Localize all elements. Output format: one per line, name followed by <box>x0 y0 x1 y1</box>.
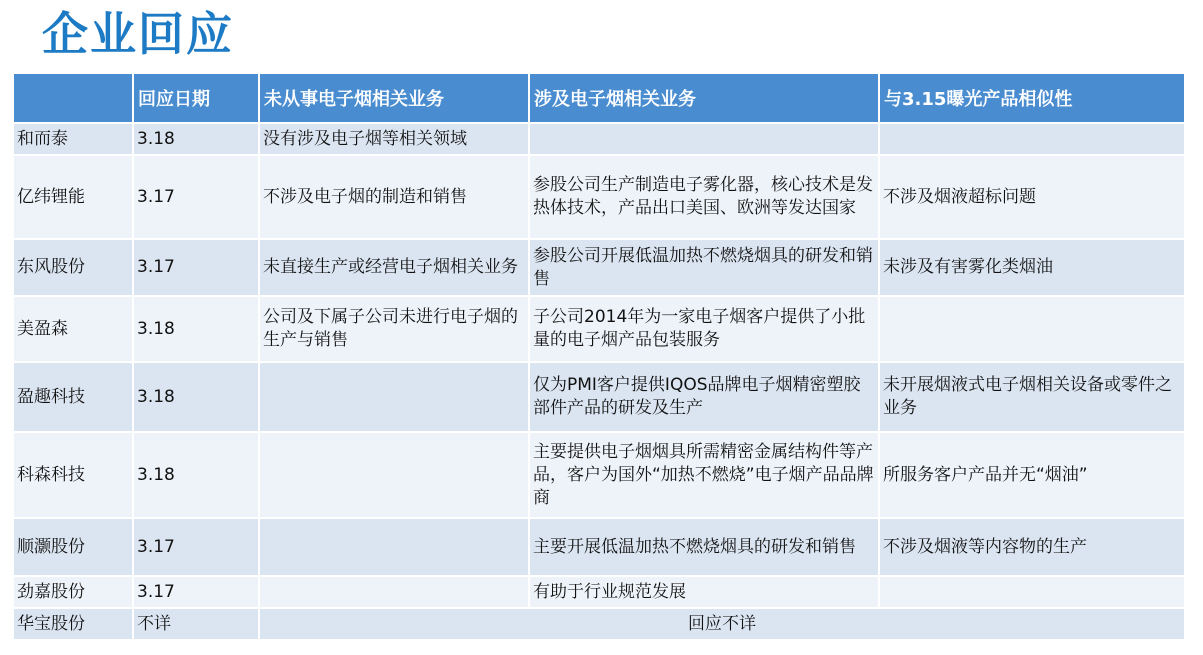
page-title: 企业回应 <box>42 7 234 61</box>
table-row <box>13 123 1185 155</box>
header-not-involved: 未从事电子烟相关业务 <box>259 73 529 123</box>
involved-cell: 参股公司开展低温加热不燃烧烟具的研发和销售 <box>529 239 879 296</box>
not-involved-cell <box>259 362 529 432</box>
header-company <box>13 73 133 123</box>
date-cell: 不详 <box>133 608 259 640</box>
involved-cell: 子公司2014年为一家电子烟客户提供了小批量的电子烟产品包装服务 <box>529 296 879 362</box>
similarity-cell <box>879 576 1185 608</box>
not-involved-cell <box>259 576 529 608</box>
table-header-row <box>13 73 1185 123</box>
date-cell: 3.17 <box>133 576 259 608</box>
company-cell: 亿纬锂能 <box>13 155 133 239</box>
company-cell: 科森科技 <box>13 432 133 518</box>
similarity-cell: 不涉及烟液等内容物的生产 <box>879 518 1185 576</box>
not-involved-cell <box>259 432 529 518</box>
date-cell: 3.18 <box>133 362 259 432</box>
company-cell: 美盈森 <box>13 296 133 362</box>
involved-cell <box>529 123 879 155</box>
company-cell: 华宝股份 <box>13 608 133 640</box>
header-response-date: 回应日期 <box>133 73 259 123</box>
company-response-table <box>12 72 1186 641</box>
table-row <box>13 155 1185 239</box>
table-row <box>13 296 1185 362</box>
date-cell: 3.17 <box>133 239 259 296</box>
involved-cell: 有助于行业规范发展 <box>529 576 879 608</box>
header-similarity: 与3.15曝光产品相似性 <box>879 73 1185 123</box>
similarity-cell: 未涉及有害雾化类烟油 <box>879 239 1185 296</box>
similarity-cell <box>879 296 1185 362</box>
not-involved-cell: 没有涉及电子烟等相关领域 <box>259 123 529 155</box>
company-cell: 劲嘉股份 <box>13 576 133 608</box>
similarity-cell: 不涉及烟液超标问题 <box>879 155 1185 239</box>
date-cell: 3.17 <box>133 518 259 576</box>
date-cell: 3.18 <box>133 123 259 155</box>
similarity-cell: 所服务客户产品并无“烟油” <box>879 432 1185 518</box>
involved-cell: 仅为PMI客户提供IQOS品牌电子烟精密塑胶部件产品的研发及生产 <box>529 362 879 432</box>
not-involved-cell: 未直接生产或经营电子烟相关业务 <box>259 239 529 296</box>
similarity-cell: 未开展烟液式电子烟相关设备或零件之业务 <box>879 362 1185 432</box>
not-involved-cell <box>259 518 529 576</box>
merged-note-cell: 回应不详 <box>259 608 1185 640</box>
table-row <box>13 362 1185 432</box>
involved-cell: 主要开展低温加热不燃烧烟具的研发和销售 <box>529 518 879 576</box>
table-row <box>13 239 1185 296</box>
similarity-cell <box>879 123 1185 155</box>
table-row <box>13 518 1185 576</box>
table-row <box>13 432 1185 518</box>
date-cell: 3.17 <box>133 155 259 239</box>
not-involved-cell: 公司及下属子公司未进行电子烟的生产与销售 <box>259 296 529 362</box>
date-cell: 3.18 <box>133 432 259 518</box>
company-cell: 和而泰 <box>13 123 133 155</box>
not-involved-cell: 不涉及电子烟的制造和销售 <box>259 155 529 239</box>
company-cell: 盈趣科技 <box>13 362 133 432</box>
involved-cell: 参股公司生产制造电子雾化器，核心技术是发热体技术，产品出口美国、欧洲等发达国家 <box>529 155 879 239</box>
involved-cell: 主要提供电子烟烟具所需精密金属结构件等产品，客户为国外“加热不燃烧”电子烟产品品牌商 <box>529 432 879 518</box>
company-cell: 顺灏股份 <box>13 518 133 576</box>
table-row <box>13 576 1185 608</box>
table-row <box>13 608 1185 640</box>
date-cell: 3.18 <box>133 296 259 362</box>
company-cell: 东风股份 <box>13 239 133 296</box>
header-involved: 涉及电子烟相关业务 <box>529 73 879 123</box>
